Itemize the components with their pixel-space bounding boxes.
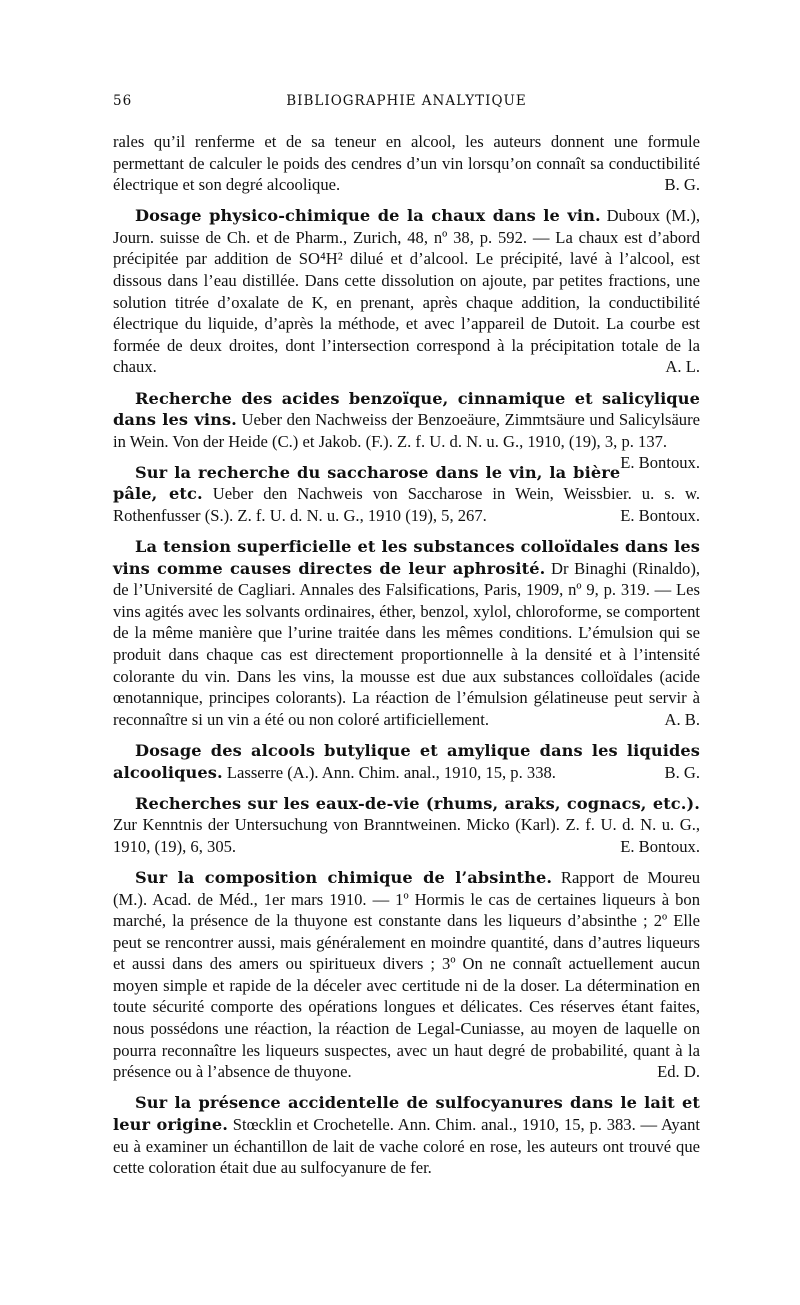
entry-acides-benzoique <box>113 388 700 473</box>
entry-title: Sur la composition chimique de l’absinthe. <box>135 867 553 887</box>
entry-initials: B. G. <box>664 175 700 195</box>
entry-absinthe <box>113 867 700 1083</box>
entry-initials: Ed. D. <box>657 1062 700 1082</box>
entry-text: Duboux (M.), Journ. suisse de Ch. et de Pharm., Zurich, 48, nº 38, p. 592. — La chaux est d’abord précipitée par addition de SO⁴H² dilué et d’alcool. Le précipité, lavé à l’alcool, est dissous dans l’eau distillée. Dans cette dissolution on ajoute, par petites fractions, une solution titrée d’oxalate de K, en prenant, après chaque addition, la conductibilité électrique du liquide, d’après la méthode, et avec l’appareil de Dutoit. La courbe est formée de deux droites, dont l’intersection correspond à la précipitation totale de la chaux. <box>113 206 700 377</box>
entry-text: Dr Binaghi (Rinaldo), de l’Université de Cagliari. Annales des Falsifications, Paris, 1909, nº 9, p. 319. — Les vins agités avec les solvants ordinaires, éther, benzol, xylol, chloroforme, se comportent de la même manière que l’urine traitée dans les mêmes conditions. L’émulsion qui se produit dans chaque cas est directement proportionnelle à la densité et à l’intensité colorante du vin. Dans les vins, la mousse est due aux substances colloïdales (acide œnotannique, principes colorants). La réaction de l’émulsion gélatineuse peut servir à reconnaître si un vin a été ou non coloré artificiellement. <box>113 558 700 729</box>
entry-title: Recherches sur les eaux-de-vie (rhums, araks, cognacs, etc.). <box>135 793 700 813</box>
entry-eaux-de-vie <box>113 793 700 858</box>
entry-text: Ueber den Nachweis von Saccharose in Wein, Weissbier. u. s. w. Rothenfusser (S.). Z. f. U. d. N. u. G., 1910 (19), 5, 267. <box>113 484 700 525</box>
page-number: 56 <box>113 93 133 109</box>
entry-title: La tension superficielle et les substances colloïdales dans les vins comme causes directes de leur aphrosité. <box>113 537 700 578</box>
page-header <box>113 93 700 113</box>
article-body <box>113 131 700 1188</box>
entry-text: Ueber den Nachweiss der Benzoeäure, Zimmtsäure und Salicylsäure in Wein. Von der Heide (C.) et Jakob. (F.). Z. f. U. d. N. u. G., 1910, (19), 3, p. 137. <box>113 410 700 451</box>
entry-text: Stœcklin et Crochetelle. Ann. Chim. anal., 1910, 15, p. 383. — Ayant eu à examiner un échantillon de lait de vache coloré en rose, les auteurs ont trouvé que cette coloration était due au sulfocyanure de fer. <box>113 1114 700 1178</box>
entry-initials: B. G. <box>664 762 700 782</box>
entry-sulfocyanures <box>113 1092 700 1178</box>
entry-initials: E. Bontoux. <box>620 506 700 525</box>
entry-initials: E. Bontoux. <box>620 453 700 473</box>
entry-initials: A. L. <box>665 357 700 377</box>
entry-text: Lasserre (A.). Ann. Chim. anal., 1910, 15, p. 338. <box>222 762 556 782</box>
entry-initials: E. Bontoux. <box>620 836 700 856</box>
entry-title: Dosage physico-chimique de la chaux dans le vin. <box>135 206 601 226</box>
entry-title: Recherche des acides benzoïque, cinnamique et salicylique dans les vins. <box>113 388 700 430</box>
entry-tension-superficielle <box>113 536 700 730</box>
entry-text: Zur Kenntnis der Untersuchung von Branntweinen. Micko (Karl). Z. f. U. d. N. u. G., 1910, (19), 6, 305. <box>113 815 700 856</box>
entry-title: Dosage des alcools butylique et amylique dans les liquides alcooliques. <box>113 740 700 782</box>
running-title: BIBLIOGRAPHIE ANALYTIQUE <box>286 93 527 109</box>
entry-initials: A. B. <box>664 709 700 729</box>
entry-title: Sur la présence accidentelle de sulfocyanures dans le lait et leur origine. <box>113 1093 700 1134</box>
entry-continuation <box>113 131 700 196</box>
entry-text: rales qu’il renferme et de sa teneur en alcool, les auteurs donnent une formule permettant de calculer le poids des cendres d’un vin lorsqu’on connaît sa conductibilité électrique et son degré alcoolique. <box>113 132 700 195</box>
entry-alcools-butylique <box>113 740 700 783</box>
entry-text: Rapport de Moureu (M.). Acad. de Méd., 1er mars 1910. — 1º Hormis le cas de certaines liqueurs à bon marché, la présence de la thuyone est constante dans les liqueurs d’absinthe ; 2º Elle peut se rencontrer aussi, mais généralement en moindre quantité, dans d’autres liqueurs et aussi dans des amers ou spiritueux divers ; 3º On ne connaît actuellement aucun moyen simple et rapide de la déceler avec certitude ni de la doser. La détermination en toute sécurité comporte des opérations longues et délicates. Ces réserves étant faites, nous possédons une réaction, la réaction de Legal-Cuniasse, au moyen de laquelle on pourra reconnaître les liqueurs suspectes, avec un haut degré de probabilité, quant à la présence ou à l’absence de thuyone. <box>113 867 700 1082</box>
entry-saccharose <box>113 462 700 527</box>
entry-chaux <box>113 205 700 378</box>
entry-title: Sur la recherche du saccharose dans le vin, la bière pâle, etc. <box>113 462 621 504</box>
